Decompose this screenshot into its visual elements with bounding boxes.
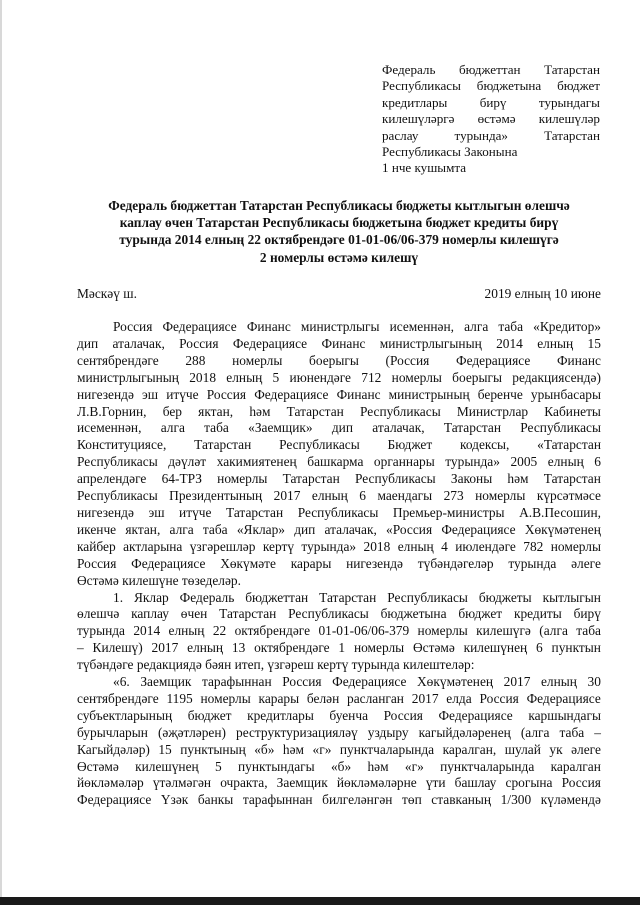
annex-word: раслау <box>382 127 419 143</box>
document-body <box>77 319 601 809</box>
annex-word: Татарстан <box>544 127 600 143</box>
paragraph-1-line: Өстәмә килешүне төзеделәр. <box>77 572 241 588</box>
title-line: 2 номерлы өстәмә килешү <box>259 249 419 265</box>
paragraph-3-line: йөкләмәләр үтәлмәгән очракта, Заемщик йөкләмәләрне үти башлау срогына Россия <box>77 775 601 791</box>
paragraph-1-line: Россия Федерациясе Финанс министрлыгы исеменнән, алга таба «Кредитор» <box>113 319 601 334</box>
annex-line <box>382 111 600 127</box>
paragraph-1-line: исеменнән, алга таба «Заемщик» дип аталачак, Татарстан Республикасы <box>77 420 601 436</box>
annex-line <box>382 128 600 144</box>
paragraph-2-line: өлешчә каплау өчен Татарстан Республикасы бюджетына бюджет кредиты бирү <box>77 606 601 622</box>
annex-word: килешүләргә <box>382 111 455 127</box>
paragraph-1-line: Россия Федерациясе Хөкүмәте карары нигезендә түбәндәгеләр турында әлеге <box>77 555 601 571</box>
paragraph-3-line: бурычларын (әҗәтләрен) реструктуризацияләү уздыру кагыйдәләренең (алга таба – <box>77 724 601 740</box>
annex-word: турындагы <box>538 94 600 110</box>
annex-line <box>382 62 600 78</box>
annex-word: Федераль <box>382 62 436 77</box>
paragraph-1-line: Л.В.Горнин, бер яктан, һәм Татарстан Республикасы Министрлар Кабинеты <box>77 403 601 419</box>
annex-word: Республикасы <box>382 78 461 94</box>
title-line: каплау өчен Татарстан Республикасы бюджетына бюджет кредиты бирү <box>119 215 559 231</box>
paragraph-2-line: турында 2014 елның 22 октябрендәге 01-01-06/06-379 номерлы килешүгә (алга таба <box>77 623 601 639</box>
paragraph-1-line: кайбер актларына үзгәрешләр кертү турында» 2018 елның 4 июлендәге 782 номерлы <box>77 538 601 554</box>
annex-word: Татарстан <box>544 62 600 77</box>
place-date-row <box>77 286 601 302</box>
paragraph-3-line: Федерациясе Үзәк банкы тарафыннан билгеләнгән төп ставканың 1/300 күләмендә <box>77 792 601 808</box>
paragraph-1-line: дип аталачак, Россия Федерациясе Финанс министрлыгының 2014 елның 15 <box>77 335 601 351</box>
paragraph-3-line: сентябрендәге 1195 номерлы карары белән расланган 2017 елда Россия Федерациясе <box>77 690 601 706</box>
annex-word: бирү <box>479 94 507 110</box>
paragraph-1-line: министрлыгының 2018 елның 5 июнендәге 712 номерлы боерыгы редакциясендә) <box>77 369 601 385</box>
annex-line <box>382 78 600 94</box>
paragraph-3-line: Өстәмә килешүнең 5 пунктындагы «б» һәм «г» пунктчаларында каралган <box>77 758 601 774</box>
paragraph-1-line: нигезендә эш итүче Татарстан Республикасы Премьер-министры А.В.Песошин, <box>77 504 601 520</box>
paragraph-2-line: – Килешү) 2017 елның 13 октябрендәге 1 номерлы Өстәмә килешүнең 6 пунктын <box>77 640 601 656</box>
place: Мәскәү ш. <box>77 286 137 301</box>
annex-word: килешүләр <box>538 111 600 127</box>
paragraph-1-line: икенче яктан, алга таба «Яклар» дип аталачак, «Россия Федерациясе Хөкүмәтенең <box>77 521 601 537</box>
paragraph-3-line: субъектларының бюджет кредитлары буенча Россия Федерациясе каршындагы <box>77 707 601 723</box>
scan-left-edge <box>0 0 2 905</box>
annex-line <box>382 95 600 111</box>
title-line: турында 2014 елның 22 октябрендәге 01-01-06/06-379 номерлы килешүгә <box>119 232 559 248</box>
annex-word: турында» <box>454 127 508 143</box>
annex-word: бюджет <box>557 78 600 94</box>
document-title <box>78 197 600 266</box>
annex-header <box>382 62 600 177</box>
scan-bottom-edge <box>0 897 640 905</box>
annex-word: бюджеттан <box>458 62 521 77</box>
paragraph-1-line: нигезендә эш итүче Россия Федерациясе Финанс министрының беренче урынбасары <box>77 386 601 402</box>
paragraph-1-line: Республикасы дәүләт хакимиятенең башкарма органнары турында» 2005 елның 6 <box>77 454 601 470</box>
annex-word: кредитлары <box>382 94 448 110</box>
paragraph-1-line: сентябрендәге 288 номерлы боерыгы (Россия Федерациясе Финанс <box>77 352 601 368</box>
paragraph-1-line: Конституциясе, Татарстан Республикасы Бюджет кодексы, «Татарстан <box>77 437 601 453</box>
annex-word: бюджетына <box>476 78 542 94</box>
annex-line: Республикасы Законына <box>382 144 518 160</box>
paragraph-3-line: Кагыйдәләр) 15 пунктының «б» һәм «г» пунктчаларында каралган, шулай ук әлеге <box>77 741 601 757</box>
paragraph-2-line: 1. Яклар Федераль бюджеттан Татарстан Республикасы бюджеты кытлыгын <box>113 589 601 605</box>
annex-word: өстәмә <box>477 111 516 127</box>
date: 2019 елның 10 июне <box>484 286 601 301</box>
paragraph-1-line: апрелендәге 64-ТРЗ номерлы Татарстан Республикасы Законы һәм Татарстан <box>77 471 601 487</box>
title-line: Федераль бюджеттан Татарстан Республикасы бюджеты кытлыгын өлешчә <box>108 198 570 213</box>
paragraph-3-line: «6. Заемщик тарафыннан Россия Федерациясе Хөкүмәтенең 2017 елның 30 <box>113 674 601 690</box>
annex-line: 1 нче кушымта <box>382 160 467 176</box>
paragraph-1-line: Республикасы Президентының 2017 елның 6 маендагы 273 номерлы күрсәтмәсе <box>77 488 601 504</box>
paragraph-2-line: түбәндәге редакциядә бәян итеп, үзгәреш кертү турында килештеләр: <box>77 657 475 673</box>
